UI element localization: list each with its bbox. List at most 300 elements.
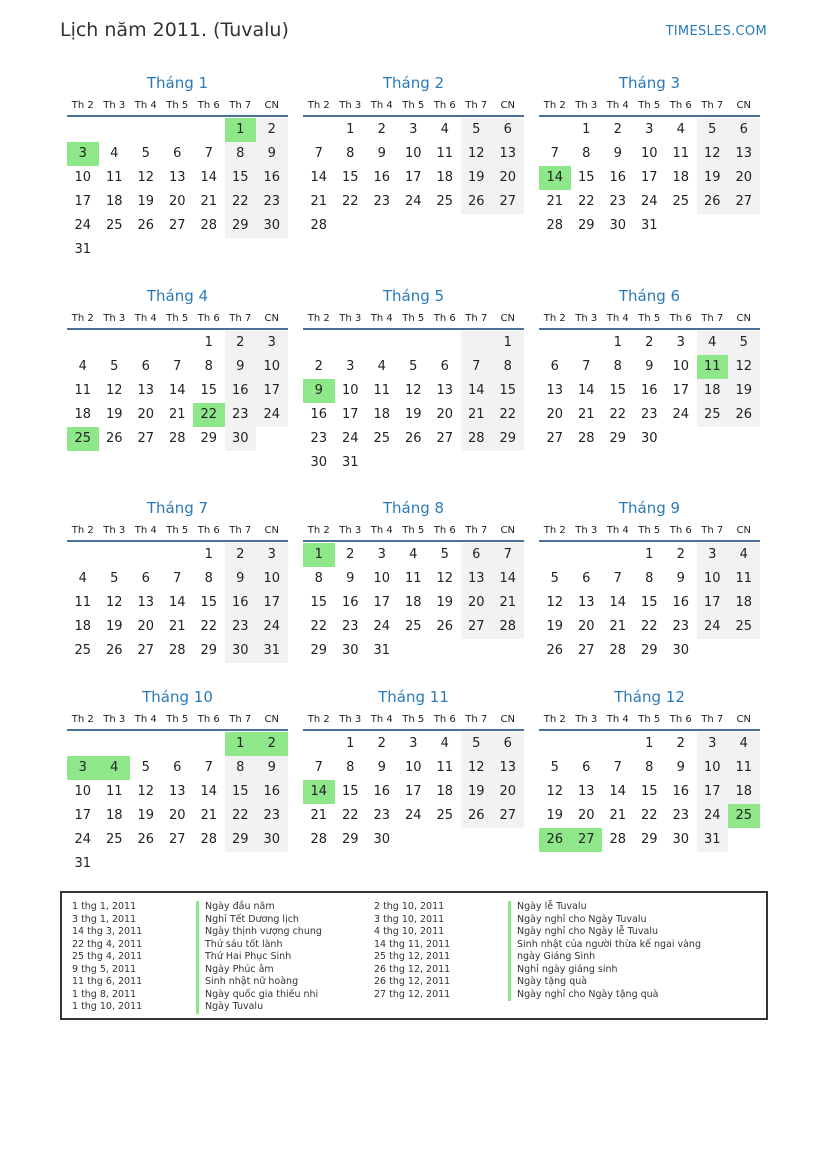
day-cell: 31	[74, 242, 92, 257]
day-cell: 21	[577, 407, 595, 422]
day-cell: 14	[168, 595, 186, 610]
day-cell: 16	[256, 166, 288, 190]
day-cell: 25	[697, 403, 729, 427]
empty-cell	[193, 732, 225, 756]
day-cell: 19	[404, 407, 422, 422]
day-cell: 4	[110, 146, 119, 161]
day-cell: 11	[436, 760, 454, 775]
legend-date: 11 thg 6, 2011	[72, 976, 143, 987]
weekday-header	[303, 308, 524, 330]
day-cell: 2	[645, 335, 654, 350]
day-cell: 12	[461, 142, 493, 166]
day-cell: 22	[310, 619, 328, 634]
day-cell: 13	[168, 170, 186, 185]
day-cell: 27	[137, 431, 155, 446]
day-cell: 5	[697, 118, 729, 142]
day-cell: 3	[697, 543, 729, 567]
weekday-label: Th 2	[543, 100, 566, 111]
day-cell: 3	[409, 736, 418, 751]
day-cell: 18	[697, 379, 729, 403]
day-cell: 8	[225, 142, 257, 166]
holiday-day-cell: 14	[539, 166, 571, 190]
day-cell: 1	[582, 122, 591, 137]
day-cell: 7	[582, 359, 591, 374]
day-cell: 17	[697, 780, 729, 804]
day-cell: 2	[225, 543, 257, 567]
day-cell: 20	[168, 194, 186, 209]
day-cell: 29	[310, 643, 328, 658]
day-cell: 13	[492, 756, 524, 780]
day-cell: 8	[492, 355, 524, 379]
day-cell: 17	[373, 595, 391, 610]
empty-cell	[539, 732, 571, 756]
day-cell: 29	[200, 643, 218, 658]
weekday-header	[539, 520, 760, 542]
day-cell: 31	[373, 643, 391, 658]
day-cell: 22	[609, 407, 627, 422]
day-cell: 3	[676, 335, 685, 350]
legend-holiday-name: Ngày nghỉ cho Ngày lễ Tuvalu	[508, 926, 701, 939]
weekday-label: Th 7	[465, 313, 488, 324]
weekday-label: Th 2	[71, 525, 94, 536]
month-title: Tháng 1	[146, 74, 209, 92]
day-cell: 19	[105, 619, 123, 634]
day-cell: 16	[373, 170, 391, 185]
day-cell: 13	[728, 142, 760, 166]
weekday-label: Th 5	[638, 313, 661, 324]
empty-cell	[67, 118, 99, 142]
brand-link[interactable]: TIMESLES.COM	[665, 24, 767, 39]
day-cell: 12	[105, 383, 123, 398]
empty-cell	[429, 331, 461, 355]
day-cell: 11	[404, 571, 422, 586]
day-cell: 25	[728, 615, 760, 639]
empty-cell	[539, 543, 571, 567]
month-title: Tháng 7	[146, 499, 209, 517]
day-cell: 13	[168, 784, 186, 799]
day-cell: 31	[74, 856, 92, 871]
weekday-label: Th 5	[166, 714, 189, 725]
day-cell: 12	[697, 142, 729, 166]
month-title: Tháng 8	[382, 499, 445, 517]
day-cell: 30	[672, 643, 690, 658]
day-cell: 9	[225, 355, 257, 379]
holiday-day-cell: 1	[225, 118, 257, 142]
day-cell: 21	[310, 808, 328, 823]
day-cell: 25	[404, 619, 422, 634]
day-cell: 23	[672, 808, 690, 823]
day-cell: 31	[697, 828, 729, 852]
weekday-label: Th 4	[134, 714, 157, 725]
weekday-label: Th 2	[71, 313, 94, 324]
day-cell: 30	[256, 828, 288, 852]
day-cell: 3	[409, 122, 418, 137]
day-cell: 21	[492, 591, 524, 615]
day-cell: 30	[609, 218, 627, 233]
empty-cell	[539, 331, 571, 355]
month-title: Tháng 2	[382, 74, 445, 92]
day-cell: 17	[404, 784, 422, 799]
day-cell: 18	[74, 619, 92, 634]
weekday-label: CN	[736, 525, 751, 536]
day-cell: 24	[256, 403, 288, 427]
weekday-label: CN	[264, 525, 279, 536]
day-cell: 4	[728, 543, 760, 567]
weekday-label: Th 4	[606, 525, 629, 536]
weekday-label: Th 2	[543, 525, 566, 536]
day-cell: 19	[137, 808, 155, 823]
day-cell: 14	[609, 784, 627, 799]
holiday-day-cell: 11	[697, 355, 729, 379]
day-cell: 9	[256, 756, 288, 780]
day-cell: 10	[404, 760, 422, 775]
day-cell: 18	[404, 595, 422, 610]
legend-date: 3 thg 1, 2011	[72, 913, 137, 925]
day-cell: 14	[492, 567, 524, 591]
day-cell: 5	[110, 359, 119, 374]
day-cell: 20	[728, 166, 760, 190]
legend-date: 1 thg 10, 2011	[72, 1001, 143, 1012]
day-cell: 5	[728, 331, 760, 355]
day-cell: 28	[310, 218, 328, 233]
day-cell: 24	[74, 832, 92, 847]
day-cell: 22	[225, 804, 257, 828]
weekday-label: CN	[736, 100, 751, 111]
day-cell: 28	[200, 218, 218, 233]
day-cell: 30	[225, 639, 257, 663]
day-cell: 4	[697, 331, 729, 355]
day-cell: 20	[168, 808, 186, 823]
weekday-label: Th 6	[669, 525, 692, 536]
day-cell: 24	[697, 804, 729, 828]
day-cell: 29	[341, 832, 359, 847]
day-cell: 5	[440, 547, 449, 562]
empty-cell	[162, 543, 194, 567]
day-cell: 16	[609, 170, 627, 185]
weekday-header	[67, 95, 288, 117]
day-cell: 8	[613, 359, 622, 374]
month-calendar	[67, 71, 288, 262]
day-cell: 12	[137, 784, 155, 799]
day-cell: 17	[697, 591, 729, 615]
weekday-label: CN	[736, 313, 751, 324]
day-cell: 6	[141, 571, 150, 586]
day-cell: 22	[640, 619, 658, 634]
day-cell: 6	[550, 359, 559, 374]
day-cell: 10	[341, 383, 359, 398]
day-cell: 20	[137, 407, 155, 422]
day-cell: 7	[613, 760, 622, 775]
day-cell: 6	[492, 118, 524, 142]
empty-cell	[162, 118, 194, 142]
weekday-label: Th 4	[134, 525, 157, 536]
day-cell: 25	[672, 194, 690, 209]
weekday-label: Th 6	[433, 100, 456, 111]
day-cell: 11	[728, 567, 760, 591]
legend-date: 4 thg 10, 2011	[374, 926, 445, 937]
day-cell: 4	[377, 359, 386, 374]
month-title: Tháng 3	[618, 74, 681, 92]
day-cell: 22	[341, 808, 359, 823]
day-cell: 8	[314, 571, 323, 586]
weekday-label: Th 3	[575, 313, 598, 324]
day-cell: 18	[436, 170, 454, 185]
day-cell: 21	[609, 808, 627, 823]
day-cell: 1	[645, 547, 654, 562]
day-cell: 7	[492, 543, 524, 567]
weekday-label: Th 4	[370, 313, 393, 324]
weekday-label: Th 3	[103, 714, 126, 725]
day-cell: 26	[137, 218, 155, 233]
day-cell: 27	[137, 643, 155, 658]
day-cell: 21	[168, 619, 186, 634]
weekday-label: Th 4	[370, 714, 393, 725]
day-cell: 24	[256, 615, 288, 639]
legend-date: 2 thg 10, 2011	[374, 901, 445, 912]
day-cell: 2	[314, 359, 323, 374]
day-cell: 21	[461, 403, 493, 427]
day-cell: 18	[672, 170, 690, 185]
legend-date: 1 thg 1, 2011	[72, 901, 137, 912]
day-cell: 23	[256, 190, 288, 214]
weekday-label: Th 3	[103, 313, 126, 324]
day-cell: 10	[697, 567, 729, 591]
day-cell: 1	[645, 736, 654, 751]
legend-holiday-name: Nghỉ ngày giáng sinh	[508, 964, 701, 977]
day-cell: 8	[204, 571, 213, 586]
day-cell: 11	[74, 595, 92, 610]
day-cell: 23	[256, 804, 288, 828]
weekday-header	[539, 95, 760, 117]
day-cell: 10	[256, 355, 288, 379]
day-cell: 11	[436, 146, 454, 161]
weekday-header	[539, 308, 760, 330]
day-cell: 10	[640, 146, 658, 161]
month-calendar	[303, 685, 524, 852]
weekday-label: Th 6	[197, 714, 220, 725]
empty-cell	[461, 331, 493, 355]
day-cell: 7	[613, 571, 622, 586]
month-calendar	[303, 71, 524, 238]
weekday-label: Th 7	[701, 100, 724, 111]
day-cell: 28	[200, 832, 218, 847]
day-cell: 1	[204, 335, 213, 350]
legend-date: 22 thg 4, 2011	[72, 938, 143, 950]
day-cell: 25	[105, 832, 123, 847]
day-cell: 28	[546, 218, 564, 233]
empty-cell	[130, 331, 162, 355]
empty-cell	[130, 543, 162, 567]
day-cell: 24	[672, 407, 690, 422]
legend-holiday-name: ngày Giáng Sinh	[508, 951, 701, 964]
day-cell: 10	[697, 756, 729, 780]
day-cell: 26	[436, 619, 454, 634]
day-cell: 8	[346, 146, 355, 161]
day-cell: 16	[310, 407, 328, 422]
day-cell: 23	[225, 615, 257, 639]
day-cell: 13	[436, 383, 454, 398]
weekday-label: Th 3	[339, 313, 362, 324]
weekday-header	[303, 709, 524, 731]
legend-holiday-name: Ngày Tuvalu	[196, 1001, 322, 1014]
day-cell: 1	[204, 547, 213, 562]
day-cell: 8	[346, 760, 355, 775]
weekday-label: CN	[264, 714, 279, 725]
day-cell: 2	[377, 736, 386, 751]
day-cell: 29	[640, 832, 658, 847]
day-cell: 13	[577, 784, 595, 799]
weekday-label: Th 6	[433, 525, 456, 536]
month-calendar	[303, 496, 524, 663]
day-cell: 19	[137, 194, 155, 209]
day-cell: 15	[310, 595, 328, 610]
day-cell: 26	[461, 804, 493, 828]
empty-cell	[571, 331, 603, 355]
day-cell: 16	[256, 780, 288, 804]
legend-date: 14 thg 11, 2011	[374, 938, 451, 950]
day-cell: 27	[168, 832, 186, 847]
day-cell: 12	[546, 595, 564, 610]
legend-date: 3 thg 10, 2011	[374, 913, 445, 925]
day-cell: 9	[676, 571, 685, 586]
day-cell: 2	[613, 122, 622, 137]
day-cell: 5	[141, 146, 150, 161]
day-cell: 15	[200, 383, 218, 398]
weekday-header	[67, 520, 288, 542]
legend-holiday-name: Ngày tặng quà	[508, 976, 701, 989]
day-cell: 20	[492, 166, 524, 190]
legend-date: 27 thg 12, 2011	[374, 988, 451, 1000]
month-calendar	[67, 685, 288, 876]
holiday-day-cell: 26	[539, 828, 571, 852]
weekday-label: Th 6	[197, 100, 220, 111]
weekday-label: Th 5	[402, 313, 425, 324]
day-cell: 7	[550, 146, 559, 161]
day-cell: 14	[461, 379, 493, 403]
weekday-label: Th 4	[370, 100, 393, 111]
day-cell: 7	[204, 146, 213, 161]
day-cell: 17	[672, 383, 690, 398]
day-cell: 14	[609, 595, 627, 610]
day-cell: 18	[436, 784, 454, 799]
day-cell: 10	[672, 359, 690, 374]
day-cell: 4	[676, 122, 685, 137]
day-cell: 21	[200, 808, 218, 823]
day-cell: 30	[672, 832, 690, 847]
day-cell: 10	[74, 170, 92, 185]
day-cell: 8	[645, 760, 654, 775]
legend-holiday-name: Sinh nhật nữ hoàng	[196, 976, 322, 989]
day-cell: 19	[728, 379, 760, 403]
weekday-label: Th 7	[701, 525, 724, 536]
empty-cell	[539, 118, 571, 142]
weekday-label: Th 7	[229, 714, 252, 725]
day-cell: 6	[582, 571, 591, 586]
day-cell: 5	[141, 760, 150, 775]
holiday-day-cell: 27	[571, 828, 603, 852]
day-cell: 19	[436, 595, 454, 610]
legend-holiday-name: Ngày thịnh vượng chung	[196, 926, 322, 939]
weekday-label: Th 2	[543, 313, 566, 324]
month-title: Tháng 5	[382, 287, 445, 305]
day-cell: 6	[440, 359, 449, 374]
empty-cell	[67, 732, 99, 756]
day-cell: 27	[492, 804, 524, 828]
day-cell: 5	[409, 359, 418, 374]
day-cell: 31	[256, 639, 288, 663]
day-cell: 22	[341, 194, 359, 209]
weekday-header	[303, 520, 524, 542]
day-cell: 24	[74, 218, 92, 233]
day-cell: 24	[404, 194, 422, 209]
empty-cell	[67, 331, 99, 355]
day-cell: 30	[256, 214, 288, 238]
day-cell: 27	[577, 643, 595, 658]
day-cell: 31	[341, 455, 359, 470]
day-cell: 25	[436, 808, 454, 823]
day-cell: 30	[373, 832, 391, 847]
empty-cell	[99, 118, 131, 142]
weekday-label: Th 5	[402, 100, 425, 111]
month-title: Tháng 12	[614, 688, 685, 706]
holiday-day-cell: 1	[225, 732, 257, 756]
day-cell: 9	[676, 760, 685, 775]
weekday-label: Th 3	[575, 525, 598, 536]
weekday-label: Th 7	[701, 714, 724, 725]
day-cell: 15	[200, 595, 218, 610]
weekday-label: Th 7	[465, 525, 488, 536]
day-cell: 26	[137, 832, 155, 847]
day-cell: 18	[728, 591, 760, 615]
day-cell: 12	[728, 355, 760, 379]
day-cell: 23	[640, 407, 658, 422]
day-cell: 29	[640, 643, 658, 658]
day-cell: 11	[672, 146, 690, 161]
day-cell: 28	[577, 431, 595, 446]
empty-cell	[67, 543, 99, 567]
legend-date: 25 thg 4, 2011	[72, 951, 143, 962]
day-cell: 16	[225, 379, 257, 403]
day-cell: 18	[105, 808, 123, 823]
day-cell: 13	[577, 595, 595, 610]
weekday-label: Th 5	[402, 714, 425, 725]
day-cell: 9	[613, 146, 622, 161]
empty-cell	[99, 732, 131, 756]
day-cell: 27	[546, 431, 564, 446]
empty-cell	[303, 331, 335, 355]
day-cell: 29	[609, 431, 627, 446]
day-cell: 23	[341, 619, 359, 634]
day-cell: 12	[404, 383, 422, 398]
day-cell: 16	[672, 784, 690, 799]
day-cell: 8	[204, 359, 213, 374]
month-calendar	[539, 71, 760, 238]
day-cell: 31	[640, 218, 658, 233]
day-cell: 3	[377, 547, 386, 562]
day-cell: 16	[373, 784, 391, 799]
day-cell: 18	[728, 780, 760, 804]
day-cell: 25	[74, 643, 92, 658]
empty-cell	[571, 543, 603, 567]
month-calendar	[539, 685, 760, 852]
day-cell: 23	[373, 808, 391, 823]
weekday-label: Th 5	[638, 100, 661, 111]
day-cell: 26	[728, 403, 760, 427]
weekday-label: Th 3	[339, 714, 362, 725]
month-title: Tháng 6	[618, 287, 681, 305]
day-cell: 27	[492, 190, 524, 214]
empty-cell	[193, 118, 225, 142]
